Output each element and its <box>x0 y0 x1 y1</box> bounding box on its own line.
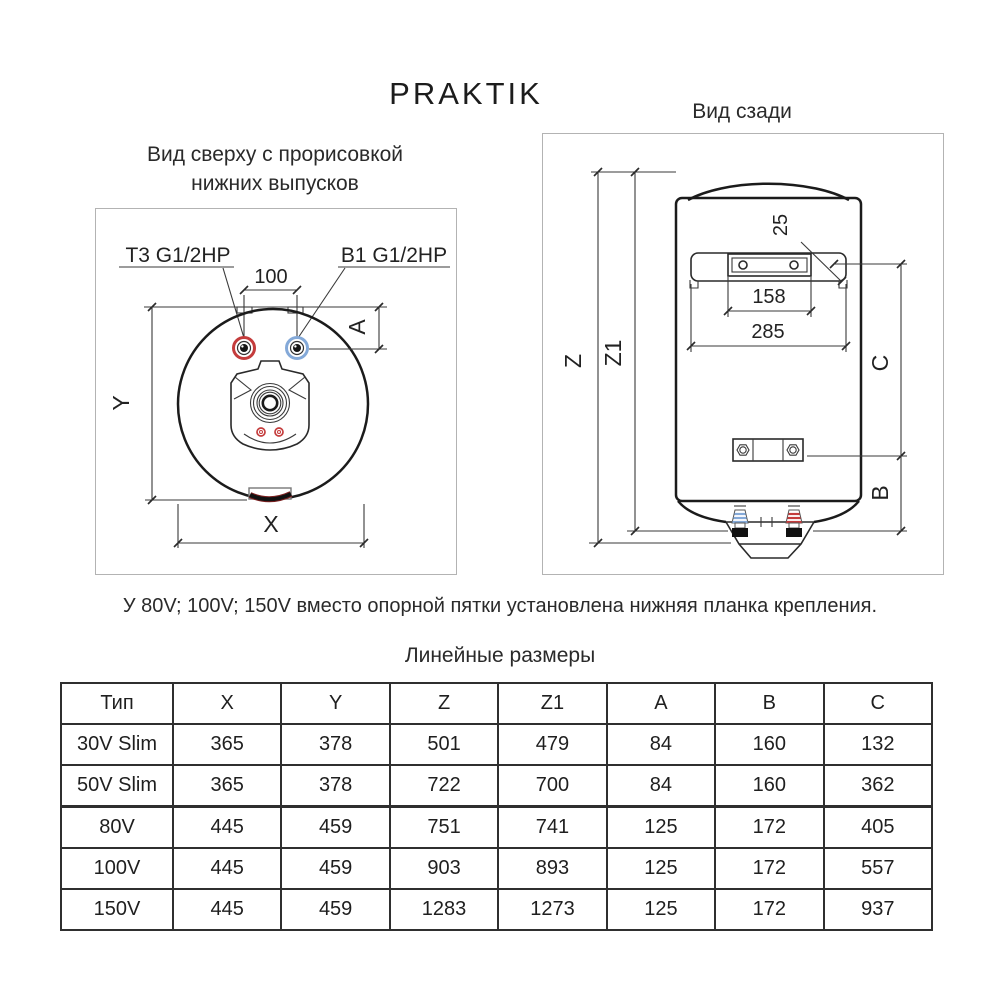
table-cell: 100V <box>61 848 173 889</box>
col-header-3: Z <box>390 683 498 724</box>
dim-z1-label: Z1 <box>600 339 626 367</box>
dimensions-table <box>60 682 933 931</box>
table-title: Линейные размеры <box>404 644 596 667</box>
table-cell: 405 <box>824 807 932 849</box>
top-view-diagram <box>95 208 457 575</box>
hot-port-label: T3 G1/2HP <box>125 244 231 267</box>
rear-view-diagram <box>542 133 944 575</box>
dim-158-label: 158 <box>752 286 786 308</box>
table-cell: 445 <box>173 848 281 889</box>
table-cell: 362 <box>824 765 932 807</box>
bottom-foot-top-view <box>249 488 291 499</box>
hot-port-icon <box>234 338 255 359</box>
table-cell: 365 <box>173 765 281 807</box>
table-cell: 50V Slim <box>61 765 173 807</box>
col-header-7: C <box>824 683 932 724</box>
table-cell: 378 <box>281 765 389 807</box>
bracket-hole-right <box>790 261 798 269</box>
table-cell: 125 <box>607 848 715 889</box>
table-cell: 80V <box>61 807 173 849</box>
table-row-100v <box>61 848 932 889</box>
col-header-6: B <box>715 683 823 724</box>
table-cell: 84 <box>607 765 715 807</box>
table-row-80v <box>61 807 932 849</box>
bracket-hole-left <box>739 261 747 269</box>
table-cell: 741 <box>498 807 606 849</box>
cold-pipe <box>732 506 748 537</box>
dim-y-label: Y <box>108 395 134 411</box>
table-cell: 459 <box>281 889 389 930</box>
lower-bracket <box>733 439 803 461</box>
top-view-caption-line2: нижних выпусков <box>191 172 359 195</box>
table-row-150v <box>61 889 932 930</box>
dim-b-label: B <box>867 485 893 501</box>
top-view-caption-line1: Вид сверху с прорисовкой <box>146 143 404 166</box>
table-cell: 937 <box>824 889 932 930</box>
table-cell: 459 <box>281 848 389 889</box>
table-cell: 132 <box>824 724 932 765</box>
table-cell: 751 <box>390 807 498 849</box>
table-cell: 903 <box>390 848 498 889</box>
table-cell: 150V <box>61 889 173 930</box>
table-cell: 722 <box>390 765 498 807</box>
table-header <box>61 683 932 724</box>
dim-100-label: 100 <box>254 266 288 288</box>
top-view-caption <box>95 140 455 198</box>
table-cell: 479 <box>498 724 606 765</box>
table-cell: 125 <box>607 807 715 849</box>
dim-x-label: X <box>263 511 279 537</box>
table-cell: 172 <box>715 807 823 849</box>
dim-z-label: Z <box>560 353 586 369</box>
table-cell: 30V Slim <box>61 724 173 765</box>
hot-port-leader-line <box>223 268 244 338</box>
col-header-4: Z1 <box>498 683 606 724</box>
cold-port-icon <box>287 338 308 359</box>
upper-bracket <box>690 253 847 288</box>
table-cell: 160 <box>715 724 823 765</box>
table-row-50v-slim <box>61 765 932 807</box>
page-title: PRAKTIK <box>389 76 543 111</box>
table-row-30v-slim <box>61 724 932 765</box>
table-cell: 365 <box>173 724 281 765</box>
table-cell: 501 <box>390 724 498 765</box>
heater-flange <box>231 361 309 450</box>
table-cell: 172 <box>715 889 823 930</box>
table-cell: 557 <box>824 848 932 889</box>
col-header-5: A <box>607 683 715 724</box>
table-cell: 125 <box>607 889 715 930</box>
anode-dot-right <box>275 428 283 436</box>
table-cell: 700 <box>498 765 606 807</box>
table-cell: 160 <box>715 765 823 807</box>
table-cell: 1283 <box>390 889 498 930</box>
dim-a-label: A <box>344 319 370 335</box>
cold-port-label: B1 G1/2HP <box>340 244 448 267</box>
rear-view-caption: Вид сзади <box>692 100 792 123</box>
col-header-0: Тип <box>61 683 173 724</box>
col-header-2: Y <box>281 683 389 724</box>
table-cell: 1273 <box>498 889 606 930</box>
table-body <box>61 724 932 930</box>
cold-port-leader-line <box>298 268 345 338</box>
table-cell: 172 <box>715 848 823 889</box>
table-cell: 893 <box>498 848 606 889</box>
hot-pipe <box>786 506 802 537</box>
dim-c-label: C <box>867 354 893 372</box>
tank-rear-outline <box>676 184 861 522</box>
table-cell: 84 <box>607 724 715 765</box>
table-cell: 445 <box>173 807 281 849</box>
dim-285-label: 285 <box>751 321 785 343</box>
col-header-1: X <box>173 683 281 724</box>
table-cell: 459 <box>281 807 389 849</box>
table-cell: 378 <box>281 724 389 765</box>
dim-25-label: 25 <box>770 213 792 237</box>
table-cell: 445 <box>173 889 281 930</box>
hot-pipe-nut <box>786 528 802 537</box>
cold-pipe-nut <box>732 528 748 537</box>
anode-dot-left <box>257 428 265 436</box>
note: У 80V; 100V; 150V вместо опорной пятки установлена нижняя планка крепления. <box>122 595 878 617</box>
